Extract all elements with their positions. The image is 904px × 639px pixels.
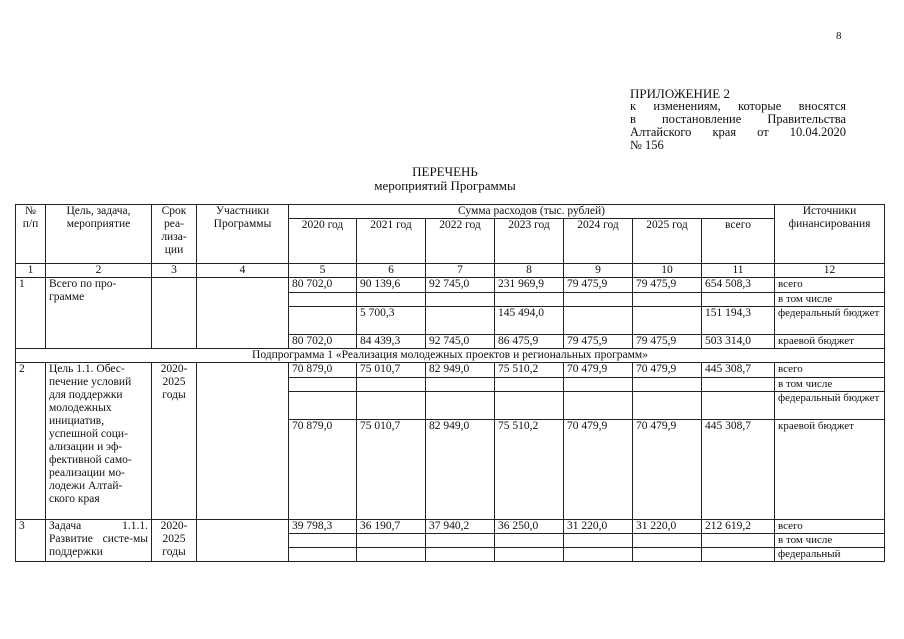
column-number: 5 (289, 264, 357, 278)
amount-cell (357, 392, 426, 420)
source-cell: федеральный бюджет (775, 307, 885, 335)
amount-cell: 654 508,3 (702, 278, 775, 293)
amount-cell: 445 308,7 (702, 420, 775, 520)
amount-cell (564, 548, 633, 562)
column-number: 3 (152, 264, 197, 278)
row-goal: Задача 1.1.1. Развитие систе-мы поддержки (46, 520, 152, 562)
amount-cell (426, 534, 495, 548)
header-year: 2022 год (426, 219, 495, 264)
column-number: 6 (357, 264, 426, 278)
amount-cell (357, 534, 426, 548)
amount-cell: 79 475,9 (633, 335, 702, 349)
amount-cell: 70 479,9 (633, 363, 702, 378)
amount-cell (564, 378, 633, 392)
amount-cell: 151 194,3 (702, 307, 775, 335)
amount-cell: 36 250,0 (495, 520, 564, 534)
header-row (16, 205, 885, 219)
amount-cell (564, 307, 633, 335)
table-row (16, 520, 885, 534)
source-cell: федеральный (775, 548, 885, 562)
subprogram-row (16, 349, 885, 363)
amount-cell: 231 969,9 (495, 278, 564, 293)
amount-cell: 70 479,9 (564, 363, 633, 378)
amount-cell (702, 548, 775, 562)
amount-cell (426, 548, 495, 562)
amount-cell: 86 475,9 (495, 335, 564, 349)
amount-cell (702, 378, 775, 392)
amount-cell: 75 010,7 (357, 420, 426, 520)
column-number: 4 (197, 264, 289, 278)
appendix-line-1: к изменениям, которые вносятся (630, 99, 846, 113)
amount-cell (357, 293, 426, 307)
amount-cell: 70 879,0 (289, 420, 357, 520)
amount-cell (495, 548, 564, 562)
source-cell: краевой бюджет (775, 335, 885, 349)
amount-cell (289, 378, 357, 392)
amount-cell: 70 479,9 (633, 420, 702, 520)
amount-cell: 82 949,0 (426, 420, 495, 520)
amount-cell: 79 475,9 (564, 278, 633, 293)
amount-cell (426, 378, 495, 392)
row-participants (197, 520, 289, 562)
amount-cell: 80 702,0 (289, 278, 357, 293)
amount-cell (633, 378, 702, 392)
appendix-line-3: Алтайского края от 10.04.2020 (630, 125, 846, 139)
amount-cell (702, 534, 775, 548)
appendix-title: ПРИЛОЖЕНИЕ 2 (630, 86, 730, 101)
subprogram-title: Подпрограмма 1 «Реализация молодежных проектов и региональных программ» (16, 349, 885, 363)
column-number: 9 (564, 264, 633, 278)
amount-cell (633, 548, 702, 562)
source-cell: краевой бюджет (775, 420, 885, 520)
amount-cell: 212 619,2 (702, 520, 775, 534)
amount-cell (357, 378, 426, 392)
header-year: 2023 год (495, 219, 564, 264)
header-participants: Участники Программы (197, 205, 289, 264)
row-participants (197, 278, 289, 349)
header-expenses: Сумма расходов (тыс. рублей) (289, 205, 775, 219)
amount-cell: 79 475,9 (633, 278, 702, 293)
header-year: 2024 год (564, 219, 633, 264)
row-participants (197, 363, 289, 520)
column-number: 8 (495, 264, 564, 278)
events-table (15, 204, 885, 562)
row-num: 1 (16, 278, 46, 349)
amount-cell (357, 548, 426, 562)
header-term: Срок реа-лиза-ции (152, 205, 197, 264)
header-sources: Источники финансирования (775, 205, 885, 264)
column-numbers-row (16, 264, 885, 278)
row-term: 2020-2025 годы (152, 363, 197, 520)
source-cell: в том числе (775, 378, 885, 392)
amount-cell (495, 293, 564, 307)
amount-cell: 445 308,7 (702, 363, 775, 378)
row-goal: Всего по про-грамме (46, 278, 152, 349)
title-line-2: мероприятий Программы (374, 178, 516, 193)
source-cell: всего (775, 278, 885, 293)
amount-cell (495, 392, 564, 420)
amount-cell (426, 307, 495, 335)
amount-cell: 145 494,0 (495, 307, 564, 335)
amount-cell (289, 548, 357, 562)
amount-cell: 80 702,0 (289, 335, 357, 349)
source-cell: всего (775, 520, 885, 534)
amount-cell: 75 510,2 (495, 420, 564, 520)
amount-cell: 82 949,0 (426, 363, 495, 378)
header-year: 2020 год (289, 219, 357, 264)
amount-cell: 90 139,6 (357, 278, 426, 293)
row-term: 2020-2025 годы (152, 520, 197, 562)
column-number: 11 (702, 264, 775, 278)
amount-cell (426, 293, 495, 307)
row-num: 3 (16, 520, 46, 562)
header-year: 2021 год (357, 219, 426, 264)
amount-cell: 79 475,9 (564, 335, 633, 349)
amount-cell (564, 392, 633, 420)
amount-cell: 75 010,7 (357, 363, 426, 378)
amount-cell (289, 307, 357, 335)
amount-cell (495, 378, 564, 392)
table-row (16, 363, 885, 378)
amount-cell (633, 534, 702, 548)
appendix-line-2: в постановление Правительства (630, 112, 846, 126)
amount-cell (564, 534, 633, 548)
title-line-1: ПЕРЕЧЕНЬ (412, 164, 478, 179)
amount-cell (702, 293, 775, 307)
header-goal: Цель, задача, мероприятие (46, 205, 152, 264)
amount-cell (633, 293, 702, 307)
amount-cell: 31 220,0 (564, 520, 633, 534)
amount-cell (289, 534, 357, 548)
column-number: 12 (775, 264, 885, 278)
amount-cell: 84 439,3 (357, 335, 426, 349)
amount-cell: 70 479,9 (564, 420, 633, 520)
header-num: № п/п (16, 205, 46, 264)
appendix-line-4: № 156 (630, 138, 664, 152)
amount-cell (633, 307, 702, 335)
header-year: 2025 год (633, 219, 702, 264)
table-row (16, 278, 885, 293)
amount-cell (426, 392, 495, 420)
column-number: 10 (633, 264, 702, 278)
amount-cell: 37 940,2 (426, 520, 495, 534)
page-number: 8 (836, 30, 842, 42)
source-cell: всего (775, 363, 885, 378)
amount-cell: 31 220,0 (633, 520, 702, 534)
amount-cell (289, 293, 357, 307)
amount-cell: 92 745,0 (426, 335, 495, 349)
amount-cell: 503 314,0 (702, 335, 775, 349)
column-number: 2 (46, 264, 152, 278)
amount-cell: 5 700,3 (357, 307, 426, 335)
amount-cell (289, 392, 357, 420)
amount-cell: 75 510,2 (495, 363, 564, 378)
row-goal: Цель 1.1. Обес-печение условий для поддержки молодежных инициатив, успешной соци-ализации и эф-фективной само-реализации мо-лодежи Алтай-ского края (46, 363, 152, 520)
amount-cell (633, 392, 702, 420)
row-term (152, 278, 197, 349)
appendix-block (630, 87, 846, 152)
amount-cell: 70 879,0 (289, 363, 357, 378)
column-number: 1 (16, 264, 46, 278)
header-year-total: всего (702, 219, 775, 264)
column-number: 7 (426, 264, 495, 278)
amount-cell (495, 534, 564, 548)
amount-cell: 92 745,0 (426, 278, 495, 293)
document-title (330, 165, 560, 193)
amount-cell (702, 392, 775, 420)
source-cell: в том числе (775, 293, 885, 307)
source-cell: в том числе (775, 534, 885, 548)
amount-cell: 36 190,7 (357, 520, 426, 534)
row-num: 2 (16, 363, 46, 520)
source-cell: федеральный бюджет (775, 392, 885, 420)
amount-cell: 39 798,3 (289, 520, 357, 534)
amount-cell (564, 293, 633, 307)
